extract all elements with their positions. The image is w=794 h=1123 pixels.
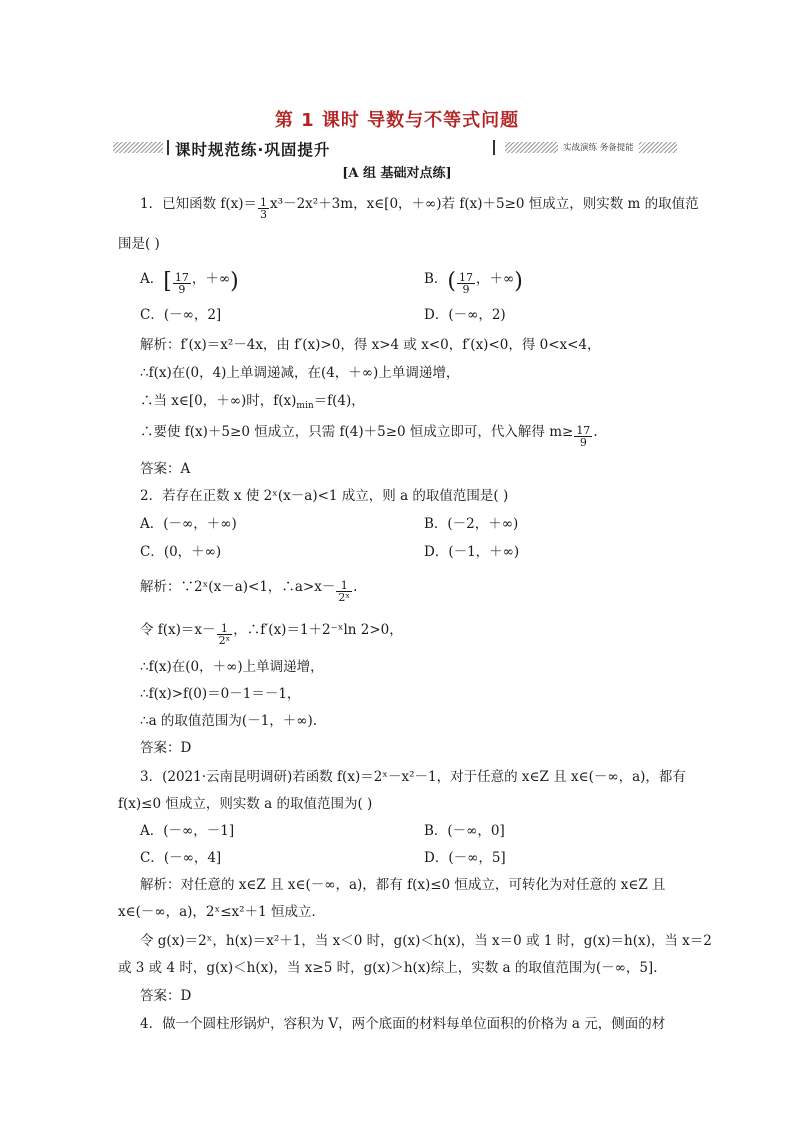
q3-stem: 3．(2021·云南昆明调研)若函数 f(x)＝2ˣ－x²－1，对于任意的 x∈Z 且 x∈(－∞，a)，都有 bbox=[140, 769, 686, 785]
q3-answer: 答案：D bbox=[140, 988, 192, 1004]
q2-option-c: C．(0，＋∞) bbox=[140, 544, 222, 560]
section-banner bbox=[113, 138, 677, 159]
q1-solution-line bbox=[140, 420, 598, 448]
fraction-denominator: 2ˣ bbox=[218, 634, 231, 647]
solution-text: . bbox=[353, 579, 358, 595]
left-bracket: [ bbox=[163, 269, 172, 294]
solution-text: 令 f(x)＝x－ bbox=[140, 622, 216, 638]
fraction-numerator: 1 bbox=[260, 196, 268, 209]
solution-text: ，∴f′(x)＝1＋2⁻ˣln 2>0， bbox=[233, 622, 403, 638]
option-label: B． bbox=[424, 271, 448, 287]
q1-solution-line: 解析：f′(x)＝x²－4x，由 f′(x)>0，得 x>4 或 x<0，f′(x)<0，得 0<x<4， bbox=[140, 337, 601, 353]
q1-stem-fx: f(x)＝ bbox=[220, 196, 258, 212]
q2-solution-line bbox=[140, 618, 403, 646]
option-fraction bbox=[457, 272, 475, 295]
solution-text: ∴当 x∈[0，＋∞)时，f(x) bbox=[140, 393, 297, 409]
q1-stem bbox=[140, 192, 699, 220]
right-paren: ) bbox=[514, 269, 523, 294]
q3-stem-cont: f(x)≤0 恒成立，则实数 a 的取值范围为( ) bbox=[118, 796, 373, 812]
q1-option-d: D．(－∞，2) bbox=[424, 307, 506, 323]
q2-stem: 2．若存在正数 x 使 2ˣ(x－a)<1 成立，则 a 的取值范围是( ) bbox=[140, 488, 509, 504]
q4-stem: 4．做一个圆柱形锅炉，容积为 V，两个底面的材料每单位面积的价格为 a 元，侧面的材 bbox=[140, 1016, 666, 1032]
q1-stem-fraction bbox=[258, 197, 269, 220]
q1-option-a bbox=[140, 267, 239, 295]
solution-text: ＝f(4)， bbox=[313, 393, 365, 409]
q2-solution-line: ∴f(x)在(0，＋∞)上单调递增， bbox=[140, 659, 324, 675]
q2-option-a: A．(－∞，＋∞) bbox=[140, 516, 237, 532]
q3-option-b: B．(－∞，0] bbox=[424, 823, 505, 839]
banner-label: 课时规范练·巩固提升 bbox=[175, 141, 331, 159]
fraction-denominator: 9 bbox=[178, 283, 186, 296]
q3-solution-line: 令 g(x)＝2ˣ，h(x)＝x²＋1，当 x＜0 时，g(x)＜h(x)，当 x＝0 或 1 时，g(x)＝h(x)，当 x＝2 bbox=[140, 933, 712, 949]
option-fraction bbox=[173, 272, 191, 295]
solution-text: 解析：∵2ˣ(x－a)<1，∴a>x－ bbox=[140, 579, 336, 595]
fraction-numerator: 1 bbox=[336, 580, 352, 592]
solution-text: . bbox=[593, 424, 598, 440]
q3-solution-line: x∈(－∞，a)，2ˣ≤x²＋1 恒成立． bbox=[118, 904, 325, 920]
fraction-denominator: 3 bbox=[260, 208, 268, 221]
q2-answer: 答案：D bbox=[140, 740, 192, 756]
option-tail: ，＋∞ bbox=[191, 271, 231, 287]
q3-option-d: D．(－∞，5] bbox=[424, 850, 506, 866]
solution-fraction bbox=[336, 580, 352, 603]
q2-solution-line bbox=[140, 575, 357, 603]
q3-solution-line: 或 3 或 4 时，g(x)＜h(x)，当 x≥5 时，g(x)＞h(x)综上，实数 a 的取值范围为(－∞，5]. bbox=[118, 960, 658, 976]
right-paren: ) bbox=[230, 269, 239, 294]
q3-option-c: C．(－∞，4] bbox=[140, 850, 222, 866]
subscript-min: min bbox=[296, 401, 314, 411]
q1-stem-text: 1．已知函数 bbox=[140, 196, 221, 212]
q3-option-a: A．(－∞，－1] bbox=[140, 823, 235, 839]
q1-answer: 答案：A bbox=[140, 461, 191, 477]
q3-solution-line: 解析：对任意的 x∈Z 且 x∈(－∞，a)，都有 f(x)≤0 恒成立，可转化为对任意的 x∈Z 且 bbox=[140, 877, 666, 893]
option-tail: ，＋∞ bbox=[476, 271, 515, 287]
fraction-numerator: 17 bbox=[576, 424, 591, 437]
fraction-denominator: 9 bbox=[579, 436, 587, 449]
q2-solution-line: ∴a 的取值范围为(－1，＋∞). bbox=[140, 713, 318, 729]
fraction-denominator: 2ˣ bbox=[338, 591, 351, 604]
left-paren: ( bbox=[447, 269, 457, 294]
solution-fraction bbox=[217, 623, 233, 646]
page-title: 第 1 课时 导数与不等式问题 bbox=[274, 110, 520, 131]
banner-hatch-left bbox=[113, 142, 163, 153]
banner-divider bbox=[167, 140, 169, 155]
fraction-numerator: 1 bbox=[217, 623, 233, 635]
q1-option-c: C．(－∞，2] bbox=[140, 307, 222, 323]
q2-solution-line: ∴f(x)>f(0)＝0－1＝－1， bbox=[140, 686, 301, 702]
q2-option-b: B．(－2，＋∞) bbox=[424, 516, 519, 532]
fraction-denominator: 9 bbox=[462, 283, 470, 296]
solution-text: ∴要使 f(x)＋5≥0 恒成立，只需 f(4)＋5≥0 恒成立即可，代入解得 m≥ bbox=[140, 424, 574, 440]
q2-option-d: D．(－1，＋∞) bbox=[424, 544, 520, 560]
banner-divider bbox=[493, 140, 495, 155]
q1-option-b bbox=[424, 267, 523, 295]
q1-solution-line: ∴f(x)在(0，4)上单调递减，在(4，＋∞)上单调递增， bbox=[140, 365, 460, 381]
q1-solution-line bbox=[140, 389, 365, 411]
fraction-numerator: 17 bbox=[459, 271, 474, 284]
q1-stem-cont: 围是( ) bbox=[118, 236, 160, 252]
q1-stem-text: x³－2x²＋3m，x∈[0，＋∞)若 f(x)＋5≥0 恒成立，则实数 m 的取值范 bbox=[270, 196, 699, 212]
fraction-numerator: 17 bbox=[174, 271, 189, 284]
group-heading: [A 组 基础对点练] bbox=[342, 166, 452, 181]
solution-fraction bbox=[574, 425, 592, 448]
option-label: A． bbox=[140, 271, 164, 287]
banner-tag: 实战演练 务备提能 bbox=[558, 141, 639, 153]
